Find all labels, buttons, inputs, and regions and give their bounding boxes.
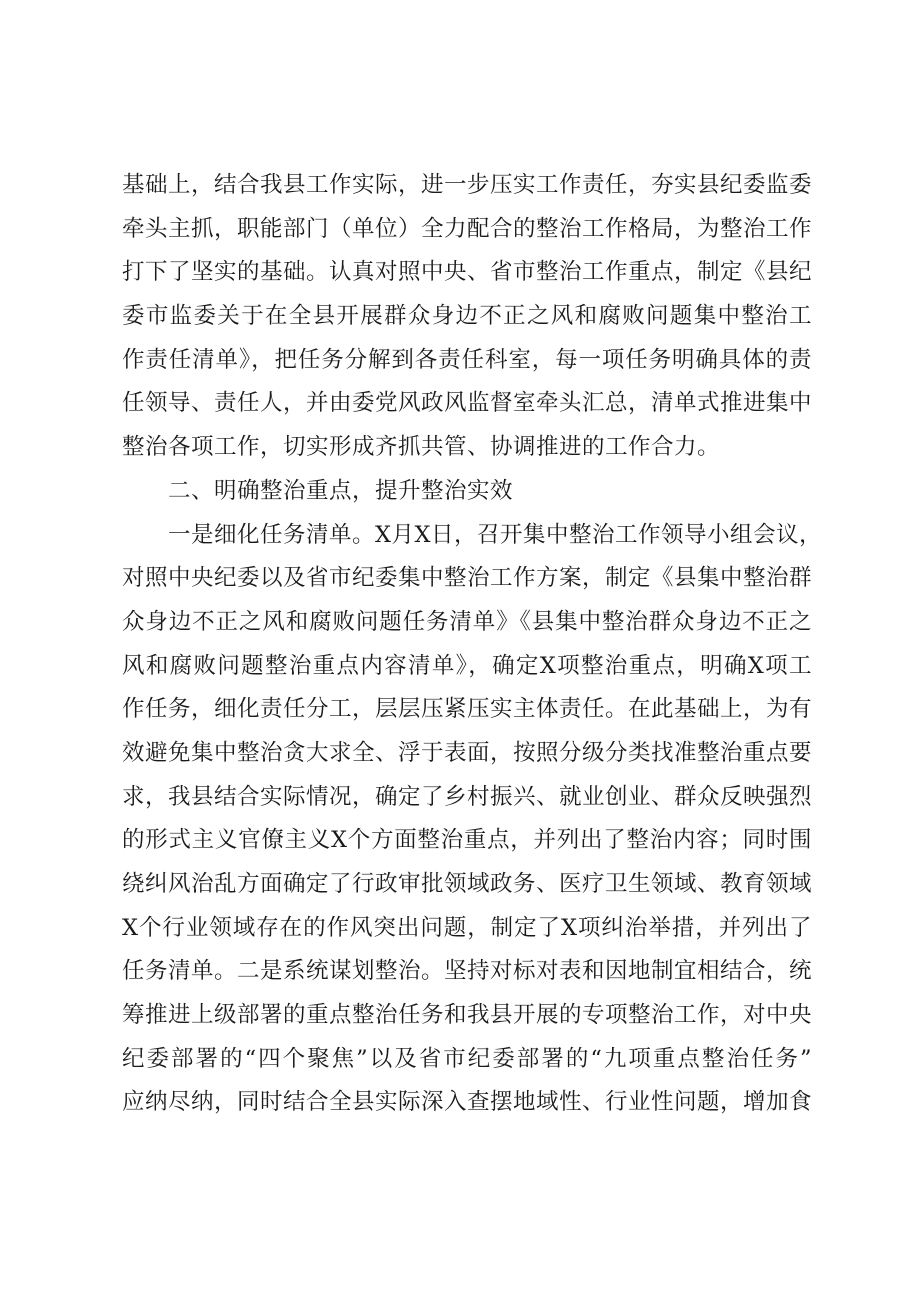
text-line: 应纳尽纳，同时结合全县实际深入查摆地域性、行业性问题，增加食 (122, 1089, 813, 1116)
document-body (122, 164, 823, 1125)
text-line: X个行业领域存在的作风突出问题，制定了X项纠治举措，并列出了 (122, 914, 812, 941)
text-line: 委市监委关于在全县开展群众身边不正之风和腐败问题集中整治工 (122, 303, 812, 330)
text-line: 的形式主义官僚主义X个方面整治重点，并列出了整治内容；同时围 (122, 827, 812, 854)
paragraph-2 (122, 514, 823, 1126)
text-line: 一是细化任务清单。X月X日，召开集中整治工作领导小组会议， (168, 521, 823, 548)
text-line: 对照中央纪委以及省市纪委集中整治工作方案，制定《县集中整治群 (122, 565, 813, 592)
section-heading: 二、明确整治重点，提升整治实效 (168, 477, 514, 504)
text-line: 整治各项工作，切实形成齐抓共管、协调推进的工作合力。 (122, 434, 721, 461)
text-line: 求，我县结合实际情况，确定了乡村振兴、就业创业、群众反映强烈 (122, 783, 813, 810)
text-line: 牵头主抓，职能部门（单位）全力配合的整治工作格局，为整治工作 (122, 215, 813, 242)
text-line: 众身边不正之风和腐败问题任务清单》《县集中整治群众身边不正之 (122, 608, 812, 635)
text-line: 绕纠风治乱方面确定了行政审批领域政务、医疗卫生领域、教育领域 (122, 871, 813, 897)
text-line: 打下了坚实的基础。认真对照中央、省市整治工作重点，制定《县纪 (122, 259, 813, 286)
text-line: 作责任清单》，把任务分解到各责任科室，每一项任务明确具体的责 (122, 346, 812, 373)
paragraph-1 (122, 164, 812, 470)
text-line: 风和腐败问题整治重点内容清单》，确定X项整治重点，明确X项工 (122, 652, 812, 679)
text-line: 基础上，结合我县工作实际，进一步压实工作责任，夯实县纪委监委 (122, 172, 813, 198)
text-line: 作任务，细化责任分工，层层压紧压实主体责任。在此基础上，为有 (122, 696, 813, 723)
text-line: 筹推进上级部署的重点整治任务和我县开展的专项整治工作，对中央 (122, 1002, 813, 1029)
text-line: 任务清单。二是系统谋划整治。坚持对标对表和因地制宜相结合，统 (122, 958, 813, 985)
text-line: 效避免集中整治贪大求全、浮于表面，按照分级分类找准整治重点要 (122, 739, 813, 766)
text-line: 纪委部署的“四个聚焦”以及省市纪委部署的“九项重点整治任务” (122, 1045, 812, 1072)
text-line: 任领导、责任人，并由委党风政风监督室牵头汇总，清单式推进集中 (122, 390, 813, 417)
